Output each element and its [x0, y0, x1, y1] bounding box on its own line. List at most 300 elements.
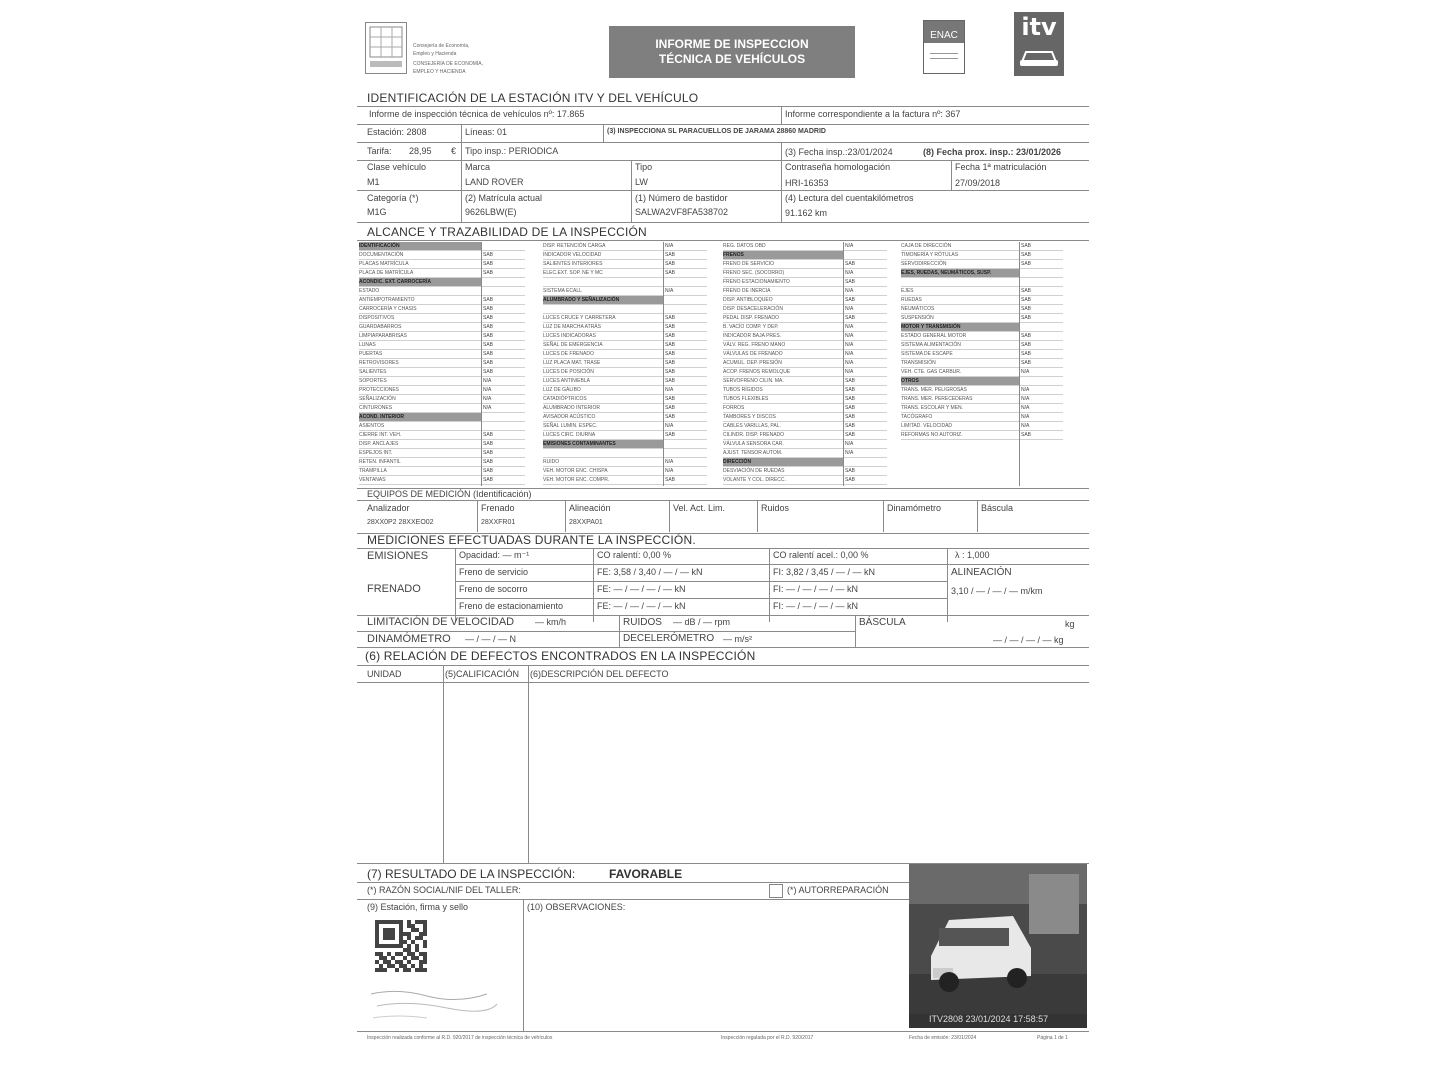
- scope-item: REG. DATOS OBD: [723, 243, 766, 249]
- scope-result: N/A: [665, 387, 674, 393]
- alignment-label: ALINEACIÓN: [951, 567, 1012, 578]
- result-value: FAVORABLE: [609, 867, 683, 881]
- ministry-line-3: CONSEJERÍA DE ECONOMÍA,: [413, 61, 484, 67]
- report-number: Informe de inspección técnica de vehículos nº: 17.865: [369, 109, 585, 119]
- scope-item: LUZ DE MARCHA ATRÁS: [543, 324, 601, 330]
- scope-result: SAB: [665, 378, 676, 384]
- vin-label: (1) Número de bastidor: [635, 193, 728, 203]
- enac-label: ENAC: [924, 21, 964, 43]
- scope-item: DIRECCIÓN: [723, 458, 843, 466]
- scope-result: N/A: [1021, 396, 1030, 402]
- itv-logo: [1014, 12, 1064, 76]
- photo-caption: ITV2808 23/01/2024 17:58:57: [929, 1014, 1049, 1024]
- qr-code: [375, 920, 427, 972]
- scope-item: ELEC.EXT. SOP. NE Y MC: [543, 270, 603, 276]
- scope-item: EMISIONES CONTAMINANTES: [543, 440, 663, 448]
- scope-result: SAB: [665, 369, 676, 375]
- scope-item: [543, 278, 663, 286]
- scope-result: SAB: [483, 468, 494, 474]
- scope-item: DISP. DESACELERACIÓN: [723, 306, 783, 312]
- footer-left: Inspección realizada conforme al R.D. 920/2017 de inspección técnica de vehículos: [367, 1035, 553, 1041]
- brand-value: LAND ROVER: [465, 177, 524, 187]
- scope-result: SAB: [483, 450, 494, 456]
- scope-item: VÁLVULA SENSORA CAR.: [723, 441, 784, 447]
- scope-result: SAB: [1021, 315, 1032, 321]
- scope-result: N/A: [1021, 423, 1030, 429]
- equipment-value: 28XX0P2 28XXEO02: [367, 519, 434, 526]
- scope-result: N/A: [845, 243, 854, 249]
- scope-result: N/A: [845, 360, 854, 366]
- braking-label: FRENADO: [367, 583, 421, 595]
- inspection-date: (3) Fecha insp.:23/01/2024: [785, 147, 893, 157]
- scope-result: [845, 251, 885, 259]
- scope-result: [1021, 269, 1061, 277]
- scope-item: CAJA DE DIRECCIÓN: [901, 243, 952, 249]
- scope-result: SAB: [665, 270, 676, 276]
- scope-item: ESPEJOS INT.: [359, 450, 393, 456]
- fee-label: Tarifa:: [367, 146, 392, 156]
- scope-grid: [357, 242, 1089, 486]
- scope-result: [665, 305, 705, 313]
- scope-result: SAB: [1021, 243, 1032, 249]
- noise-value: — dB / — rpm: [673, 617, 731, 627]
- scope-item: DISP. ANCLAJES: [359, 441, 399, 447]
- scope-result: SAB: [483, 432, 494, 438]
- scope-result: N/A: [1021, 414, 1030, 420]
- scope-item: FRENO DE INERCIA: [723, 288, 771, 294]
- scope-result: SAB: [845, 279, 856, 285]
- speed-limit-value: — km/h: [535, 617, 567, 627]
- scope-result: [483, 413, 523, 421]
- equipment-value: 28XXPA01: [569, 519, 603, 526]
- scope-item: SISTEMA ECALL: [543, 288, 582, 294]
- identification-section-title: IDENTIFICACIÓN DE LA ESTACIÓN ITV Y DEL VEHÍCULO: [367, 91, 699, 105]
- inspection-type: Tipo insp.: PERIODICA: [465, 146, 559, 156]
- scope-result: SAB: [845, 297, 856, 303]
- parking-brake-front: FE: — / — / — / — kN: [597, 601, 686, 611]
- scope-result: SAB: [665, 396, 676, 402]
- scope-result: N/A: [665, 288, 674, 294]
- scope-result: N/A: [845, 288, 854, 294]
- alignment-value: 3,10 / — / — / — m/km: [951, 586, 1043, 596]
- scope-result: N/A: [1021, 405, 1030, 411]
- scope-result: N/A: [845, 306, 854, 312]
- scope-item: TRANS. MER. PERECEDERAS: [901, 396, 973, 402]
- dynamometer-label: DINAMÓMETRO: [367, 633, 451, 645]
- scope-result: SAB: [845, 405, 856, 411]
- scope-result: SAB: [483, 261, 494, 267]
- scope-item: DESVIACIÓN DE RUEDAS: [723, 468, 785, 474]
- scope-item: LUNAS: [359, 342, 376, 348]
- decelerometer-value: — m/s²: [723, 634, 752, 644]
- vehicle-class-value: M1: [367, 177, 380, 187]
- scope-item: AJUST. TENSOR AUTOM.: [723, 450, 783, 456]
- scope-item: DISPOSITIVOS: [359, 315, 395, 321]
- ministry-line-4: EMPLEO Y HACIENDA: [413, 69, 466, 75]
- scope-result: SAB: [1021, 351, 1032, 357]
- scope-result: SAB: [483, 315, 494, 321]
- report-title-line-2: TÉCNICA DE VEHÍCULOS: [658, 52, 806, 66]
- workshop-label: (*) RAZÓN SOCIAL/NIF DEL TALLER:: [367, 885, 521, 895]
- scope-result: SAB: [1021, 288, 1032, 294]
- station-name: (3) INSPECCIONA SL PARACUELLOS DE JARAMA 28860 MADRID: [607, 128, 826, 135]
- scope-result: SAB: [483, 459, 494, 465]
- scope-item: FRENOS: [723, 251, 843, 259]
- scope-item: GUARDABARROS: [359, 324, 402, 330]
- scope-result: SAB: [665, 405, 676, 411]
- scope-item: TACÓGRAFO: [901, 414, 933, 420]
- scope-result: SAB: [1021, 306, 1032, 312]
- scope-item: TUBOS RÍGIDOS: [723, 387, 763, 393]
- scope-result: [483, 242, 523, 250]
- type-value: LW: [635, 177, 648, 187]
- homologation-value: HRI-16353: [785, 178, 829, 188]
- odometer-value: 91.162 km: [785, 208, 828, 218]
- fee-currency: €: [451, 146, 457, 156]
- noise-label: RUIDOS: [623, 617, 662, 628]
- scope-item: SEÑAL LUMIN. ESPEC.: [543, 423, 598, 429]
- scope-item: PLACAS MATRÍCULA: [359, 261, 409, 267]
- report-title-line-1: INFORME DE INSPECCION: [655, 37, 809, 51]
- car-icon: [1014, 42, 1064, 72]
- scope-item: PUERTAS: [359, 351, 383, 357]
- service-brake-label: Freno de servicio: [459, 567, 529, 577]
- scope-result: SAB: [1021, 342, 1032, 348]
- scope-item: LUCES INDICADORAS: [543, 333, 596, 339]
- scope-item: DISP. RETENCIÓN CARGA: [543, 243, 606, 249]
- scope-item: FRENO SEC. (SOCORRO): [723, 270, 785, 276]
- scope-item: CIERRE INT. VEH.: [359, 432, 402, 438]
- scope-result: SAB: [483, 351, 494, 357]
- scope-result: [665, 449, 705, 457]
- scope-item: PROTECCIONES: [359, 387, 400, 393]
- scope-result: SAB: [665, 324, 676, 330]
- scope-result: SAB: [665, 477, 676, 483]
- scale-label: BÁSCULA: [859, 617, 906, 628]
- scope-item: SEÑALIZACIÓN: [359, 396, 396, 402]
- scope-result: [665, 296, 705, 304]
- scope-item: INDICADOR VELOCIDAD: [543, 252, 602, 258]
- scope-item: FORROS: [723, 405, 745, 411]
- scope-result: [665, 278, 705, 286]
- scope-item: TAMBORES Y DISCOS: [723, 414, 776, 420]
- scope-item: DOCUMENTACIÓN: [359, 252, 404, 258]
- scope-result: SAB: [483, 441, 494, 447]
- ministry-line-1: Consejería de Economía,: [413, 43, 470, 49]
- scope-item: SALIENTES INTERIORES: [543, 261, 603, 267]
- vehicle-photo: [909, 864, 1087, 1028]
- parking-brake-label: Freno de estacionamiento: [459, 601, 564, 611]
- scope-item: SUSPENSIÓN: [901, 315, 934, 321]
- scope-result: N/A: [483, 396, 492, 402]
- vin-value: SALWA2VF8FA538702: [635, 207, 729, 217]
- scope-result: N/A: [845, 351, 854, 357]
- footer-right: Fecha de emisión: 23/01/2024: [909, 1035, 977, 1041]
- scope-result: SAB: [1021, 252, 1032, 258]
- scope-item: LUCES CIRC. DIURNA: [543, 432, 596, 438]
- scope-result: SAB: [665, 261, 676, 267]
- scope-item: EJES, RUEDAS, NEUMÁTICOS, SUSP.: [901, 269, 1019, 277]
- scope-result: SAB: [1021, 360, 1032, 366]
- defects-section-title: (6) RELACIÓN DE DEFECTOS ENCONTRADOS EN LA INSPECCIÓN: [365, 649, 756, 663]
- scope-result: SAB: [1021, 297, 1032, 303]
- scope-item: TIMONERÍA Y RÓTULAS: [901, 252, 959, 258]
- scope-result: SAB: [665, 414, 676, 420]
- scope-result: SAB: [483, 270, 494, 276]
- decelerometer-label: DECELERÓMETRO: [623, 633, 715, 644]
- scope-item: [901, 278, 1019, 286]
- equipment-section-title: EQUIPOS DE MEDICIÓN (Identificación): [367, 489, 532, 499]
- co-idle-value: CO ralentí: 0,00 %: [597, 550, 672, 560]
- scope-item: LUZ PLACA MAT. TRASE: [543, 360, 601, 366]
- scope-result: SAB: [483, 360, 494, 366]
- scope-result: SAB: [665, 432, 676, 438]
- equipment-value: 28XXFR01: [481, 519, 516, 526]
- scope-result: SAB: [845, 315, 856, 321]
- scope-item: ACOND. INTERIOR: [359, 413, 481, 421]
- category-value: M1G: [367, 207, 387, 217]
- observations-label: (10) OBSERVACIONES:: [527, 902, 626, 912]
- scope-item: CILINDR. DISP. FRENADO: [723, 432, 785, 438]
- dynamometer-value: — / — / — N: [465, 634, 517, 644]
- scope-result: SAB: [845, 477, 856, 483]
- scope-item: VENTANAS: [359, 477, 386, 483]
- scope-result: SAB: [845, 396, 856, 402]
- equipment-header: Analizador: [367, 503, 410, 513]
- scale-value-2: — / — / — / — kg: [993, 635, 1064, 645]
- scope-item: TRANSMISIÓN: [901, 360, 936, 366]
- scope-item: FRENO ESTACIONAMIENTO: [723, 279, 790, 285]
- scope-result: N/A: [665, 459, 674, 465]
- scope-item: MOTOR Y TRANSMISIÓN: [901, 323, 1019, 331]
- scope-result: SAB: [1021, 333, 1032, 339]
- itv-logo-text: itv: [1021, 13, 1057, 41]
- scope-result: [665, 440, 705, 448]
- homologation-label: Contraseña homologación: [785, 162, 891, 172]
- scope-item: RUIDO: [543, 459, 560, 465]
- self-repair-checkbox: [769, 884, 783, 898]
- scope-item: TRANS. ESCOLAR Y MEN.: [901, 405, 964, 411]
- scope-item: VÁLV. REG. FRENO MANO: [723, 342, 786, 348]
- scope-item: CARROCERÍA Y CHASIS: [359, 306, 417, 312]
- parking-brake-rear: FI: — / — / — / — kN: [773, 601, 859, 611]
- scope-item: IDENTIFICACIÓN: [359, 242, 481, 250]
- footer-page: Página 1 de 1: [1037, 1035, 1068, 1041]
- scope-result: N/A: [483, 405, 492, 411]
- scope-result: N/A: [483, 387, 492, 393]
- scope-result: [483, 287, 523, 295]
- scope-item: VÁLVULAS DE FRENADO: [723, 351, 783, 357]
- scope-result: SAB: [845, 432, 856, 438]
- scope-item: LUCES DE FRENADO: [543, 351, 594, 357]
- scope-result: SAB: [665, 360, 676, 366]
- scope-result: SAB: [483, 477, 494, 483]
- scope-item: ASIENTOS: [359, 423, 385, 429]
- scope-result: [483, 422, 523, 430]
- scope-result: SAB: [483, 333, 494, 339]
- scope-result: SAB: [665, 252, 676, 258]
- brand-label: Marca: [465, 162, 491, 172]
- scope-result: [845, 458, 885, 466]
- scope-item: SISTEMA ALIMENTACIÓN: [901, 342, 961, 348]
- service-brake-front: FE: 3,58 / 3,40 / — / — kN: [597, 567, 703, 577]
- equipment-header: Dinamómetro: [887, 503, 942, 513]
- scope-result: N/A: [845, 342, 854, 348]
- report-title-box: [609, 26, 855, 78]
- scope-item: SOPORTES: [359, 378, 387, 384]
- scope-result: N/A: [1021, 369, 1030, 375]
- scope-item: ALUMBRADO Y SEÑALIZACIÓN: [543, 296, 663, 304]
- scope-item: FRENO DE SERVICIO: [723, 261, 775, 267]
- scope-item: DISP. ANTIBLOQUEO: [723, 297, 773, 303]
- scope-result: [483, 278, 523, 286]
- scope-result: SAB: [483, 369, 494, 375]
- scope-item: ACUMUL. DEP. PRESIÓN: [723, 360, 782, 366]
- equipment-header: Ruidos: [761, 503, 790, 513]
- scope-result: SAB: [665, 351, 676, 357]
- scope-item: ANTIEMPOTRAMIENTO: [359, 297, 415, 303]
- emergency-brake-rear: FI: — / — / — / — kN: [773, 584, 859, 594]
- scope-result: SAB: [483, 297, 494, 303]
- scope-item: LUCES CRUCE Y CARRETERA: [543, 315, 616, 321]
- first-registration-value: 27/09/2018: [955, 178, 1001, 188]
- scope-result: SAB: [845, 423, 856, 429]
- scope-item: PLACA DE MATRÍCULA: [359, 270, 414, 276]
- odometer-label: (4) Lectura del cuentakilómetros: [785, 193, 914, 203]
- emergency-brake-front: FE: — / — / — / — kN: [597, 584, 686, 594]
- opacity-value: Opacidad: — m⁻¹: [459, 550, 530, 560]
- emissions-label: EMISIONES: [367, 550, 429, 562]
- co-accel-value: CO ralentí acel.: 0,00 %: [773, 550, 869, 560]
- scope-item: REFORMAS NO AUTORIZ.: [901, 432, 963, 438]
- scope-result: N/A: [665, 468, 674, 474]
- scope-item: [543, 305, 663, 313]
- scope-item: VEH. CTE. GAS CARBUR.: [901, 369, 962, 375]
- scope-item: B. VACÍO COMP. Y DEP.: [723, 324, 779, 330]
- scope-result: N/A: [665, 423, 674, 429]
- scope-result: SAB: [665, 315, 676, 321]
- first-registration-label: Fecha 1ª matriculación: [955, 162, 1047, 172]
- station-id: Estación: 2808: [367, 127, 427, 137]
- scope-item: LUZ DE GÁLIBO: [543, 387, 581, 393]
- scope-item: SALIENTES: [359, 369, 387, 375]
- scope-result: [1021, 377, 1061, 385]
- scope-item: LIMITAD. VELOCIDAD: [901, 423, 953, 429]
- scope-result: SAB: [845, 261, 856, 267]
- scope-result: [1021, 323, 1061, 331]
- equipment-header: Frenado: [481, 503, 515, 513]
- scope-item: SERVODIRECCIÓN: [901, 261, 947, 267]
- speed-limit-label: LIMITACIÓN DE VELOCIDAD: [367, 616, 515, 628]
- scope-item: PEDAL DISP. FRENADO: [723, 315, 779, 321]
- emergency-brake-label: Freno de socorro: [459, 584, 528, 594]
- station-signature-label: (9) Estación, firma y sello: [367, 902, 469, 912]
- scope-result: N/A: [845, 369, 854, 375]
- defects-col-description: (6)DESCRIPCIÓN DEL DEFECTO: [530, 669, 669, 679]
- community-seal-logo: [365, 22, 407, 74]
- scope-item: NEUMÁTICOS: [901, 306, 935, 312]
- inspection-report: [357, 8, 1089, 1068]
- scope-result: SAB: [665, 333, 676, 339]
- enac-logo: [923, 20, 965, 74]
- scope-item: CINTURONES: [359, 405, 393, 411]
- scope-item: VEH. MOTOR ENC. CHISPA: [543, 468, 608, 474]
- scope-item: RETEN. INFANTIL: [359, 459, 401, 465]
- scope-result: N/A: [845, 333, 854, 339]
- ministry-line-2: Empleo y Hacienda: [413, 51, 457, 57]
- lambda-value: λ : 1,000: [955, 550, 990, 560]
- scope-result: SAB: [483, 306, 494, 312]
- scope-item: VOLANTE Y COL. DIRECC.: [723, 477, 786, 483]
- scope-item: EJES: [901, 288, 914, 294]
- scope-item: INDICADOR BAJA PRES.: [723, 333, 782, 339]
- equipment-header: Báscula: [981, 503, 1014, 513]
- scope-item: ACONDIC. EXT. CARROCERÍA: [359, 278, 481, 286]
- scope-item: CATADIÓPTRICOS: [543, 396, 587, 402]
- self-repair-label: (*) AUTORREPARACIÓN: [787, 885, 889, 895]
- scope-result: N/A: [845, 324, 854, 330]
- scope-result: SAB: [845, 468, 856, 474]
- signature-stamp: [367, 984, 507, 1024]
- scope-item: TRANS. MER. PELIGROSAS: [901, 387, 967, 393]
- fee-value: 28,95: [409, 146, 432, 156]
- scope-item: LIMPIAPARABRISAS: [359, 333, 407, 339]
- scope-result: SAB: [845, 378, 856, 384]
- defects-col-unit: UNIDAD: [367, 669, 402, 679]
- scope-item: AVISADOR ACÚSTICO: [543, 414, 596, 420]
- equipment-table: [357, 502, 1089, 532]
- scope-item: SERVOFRENO CILIN. MA.: [723, 378, 784, 384]
- scale-value-1: kg: [1065, 619, 1075, 629]
- type-label: Tipo: [635, 162, 653, 172]
- scope-result: SAB: [483, 342, 494, 348]
- scope-result: SAB: [845, 414, 856, 420]
- scope-result: N/A: [1021, 387, 1030, 393]
- scope-item: VEH. MOTOR ENC. COMPR.: [543, 477, 610, 483]
- scope-item: SEÑAL DE EMERGENCIA: [543, 342, 603, 348]
- scope-item: ALUMBRADO INTERIOR: [543, 405, 600, 411]
- scope-result: N/A: [845, 270, 854, 276]
- scope-result: SAB: [1021, 432, 1032, 438]
- scope-result: SAB: [845, 387, 856, 393]
- vehicle-class-label: Clase vehículo: [367, 162, 427, 172]
- scope-item: TRAMPILLA: [359, 468, 387, 474]
- inspection-lines: Líneas: 01: [465, 127, 508, 137]
- scope-item: ESTADO GENERAL MOTOR: [901, 333, 967, 339]
- category-label: Categoría (*): [367, 193, 419, 203]
- scope-item: RUEDAS: [901, 297, 922, 303]
- plate-label: (2) Matrícula actual: [465, 193, 543, 203]
- equipment-header: Alineación: [569, 503, 611, 513]
- scope-result: SAB: [1021, 261, 1032, 267]
- scope-item: ACOP. FRENOS REMOLQUE: [723, 369, 791, 375]
- defects-col-grade: (5)CALIFICACIÓN: [445, 669, 520, 679]
- scope-result: SAB: [483, 324, 494, 330]
- scope-result: SAB: [665, 342, 676, 348]
- scope-item: CABLES VARILLAS, PAL.: [723, 423, 781, 429]
- scope-result: N/A: [845, 441, 854, 447]
- equipment-header: Vel. Act. Lim.: [673, 503, 726, 513]
- measurements-section-title: MEDICIONES EFECTUADAS DURANTE LA INSPECCIÓN.: [367, 533, 696, 547]
- footer-middle: Inspección regulada por el R.D. 920/2017: [721, 1035, 814, 1041]
- scope-result: [1021, 278, 1061, 286]
- plate-value: 9626LBW(E): [465, 207, 517, 217]
- scope-result: N/A: [665, 243, 674, 249]
- scope-section-title: ALCANCE Y TRAZABILIDAD DE LA INSPECCIÓN: [367, 225, 647, 239]
- service-brake-rear: FI: 3,82 / 3,45 / — / — kN: [773, 567, 876, 577]
- next-inspection-date: (8) Fecha prox. insp.: 23/01/2026: [923, 147, 1062, 157]
- scope-result: N/A: [845, 450, 854, 456]
